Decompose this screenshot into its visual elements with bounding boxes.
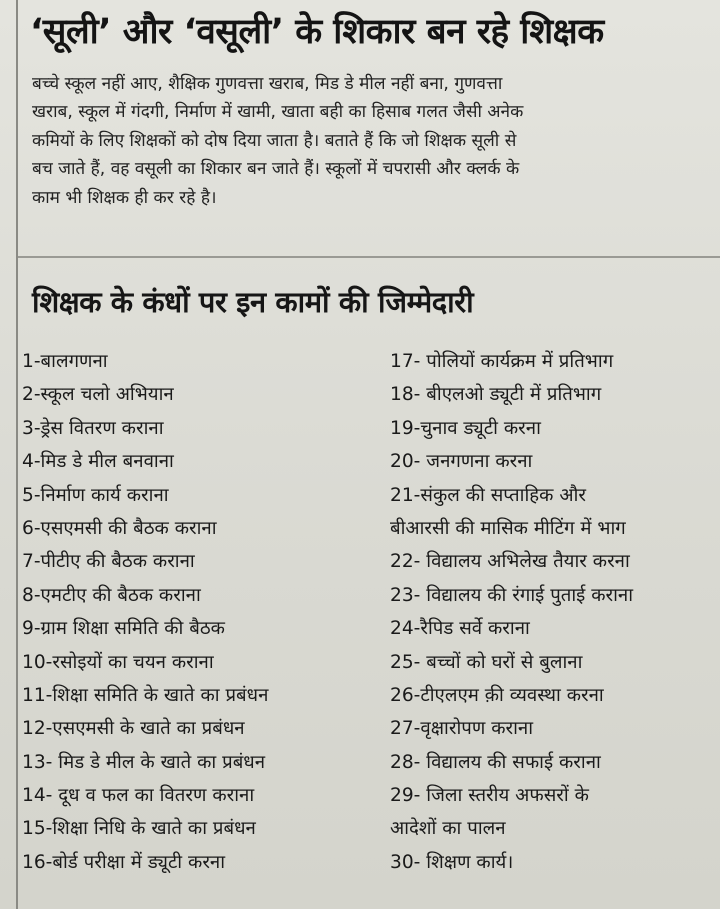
section-divider <box>18 256 720 258</box>
duty-item: 1-बालगणना <box>22 351 108 372</box>
duty-item: 4-मिड डे मील बनवाना <box>22 451 174 473</box>
duty-item: 11-शिक्षा समिति के खाते का प्रबंधन <box>22 684 269 706</box>
duty-item: 15-शिक्षा निधि के खाते का प्रबंधन <box>22 818 256 840</box>
duty-item: 27-वृक्षारोपण कराना <box>390 718 534 740</box>
duty-item: आदेशों का पालन <box>390 818 506 840</box>
duty-item: 8-एमटीए की बैठक कराना <box>22 584 201 606</box>
duty-item: 30- शिक्षण कार्य। <box>390 851 514 873</box>
duty-item: 14- दूध व फल का वितरण कराना <box>22 785 255 807</box>
intro-line: बच्चे स्कूल नहीं आए, शैक्षिक गुणवत्ता खराब, मिड डे मील नहीं बना, गुणवत्ता <box>32 74 503 94</box>
duty-item: 10-रसोइयों का चयन कराना <box>22 651 214 673</box>
duty-item: 20- जनगणना करना <box>390 451 533 473</box>
column-rule <box>16 0 18 909</box>
duty-item: 23- विद्यालय की रंगाई पुताई कराना <box>390 584 634 606</box>
duty-item: 5-निर्माण कार्य कराना <box>22 484 169 506</box>
duty-item: 7-पीटीए की बैठक कराना <box>22 551 195 573</box>
duty-item: 25- बच्चों को घरों से बुलाना <box>390 651 583 673</box>
duties-list-left <box>22 345 372 879</box>
duty-item: बीआरसी की मासिक मीटिंग में भाग <box>390 517 626 539</box>
duties-list-right <box>390 345 710 879</box>
article-headline: ‘सूली’ और ‘वसूली’ के शिकार बन रहे शिक्षक <box>30 12 604 52</box>
duty-item: 13- मिड डे मील के खाते का प्रबंधन <box>22 751 266 773</box>
duty-item: 18- बीएलओ ड्यूटी में प्रतिभाग <box>390 384 602 406</box>
duty-item: 2-स्कूल चलो अभियान <box>22 384 174 406</box>
intro-line: काम भी शिक्षक ही कर रहे है। <box>32 187 217 208</box>
duty-item: 24-रैपिड सर्वे कराना <box>390 618 530 640</box>
intro-line: खराब, स्कूल में गंदगी, निर्माण में खामी, खाता बही का हिसाब गलत जैसी अनेक <box>32 102 524 123</box>
duty-item: 12-एसएमसी के खाते का प्रबंधन <box>22 718 245 740</box>
duty-item: 16-बोर्ड परीक्षा में ड्यूटी करना <box>22 851 226 873</box>
duty-item: 26-टीएलएम क़ी व्यवस्था करना <box>390 684 604 706</box>
duty-item: 21-संकुल की सप्ताहिक और <box>390 484 586 506</box>
duty-item: 19-चुनाव ड्यूटी करना <box>390 417 541 439</box>
duty-item: 28- विद्यालय की सफाई कराना <box>390 751 601 773</box>
duties-subheading: शिक्षक के कंधों पर इन कामों की जिम्मेदारी <box>32 285 474 319</box>
article-intro <box>32 70 708 212</box>
duty-item: 6-एसएमसी की बैठक कराना <box>22 517 217 539</box>
duty-item: 29- जिला स्तरीय अफसरों के <box>390 785 589 807</box>
intro-line: बच जाते हैं, वह वसूली का शिकार बन जाते हैं। स्कूलों में चपरासी और क्लर्क के <box>32 159 520 180</box>
duty-item: 17- पोलियों कार्यक्रम में प्रतिभाग <box>390 351 614 372</box>
duty-item: 22- विद्यालय अभिलेख तैयार करना <box>390 551 630 573</box>
duty-item: 9-ग्राम शिक्षा समिति की बैठक <box>22 618 225 640</box>
duty-item: 3-ड्रेस वितरण कराना <box>22 417 164 439</box>
intro-line: कमियों के लिए शिक्षकों को दोष दिया जाता है। बताते हैं कि जो शिक्षक सूली से <box>32 130 517 151</box>
